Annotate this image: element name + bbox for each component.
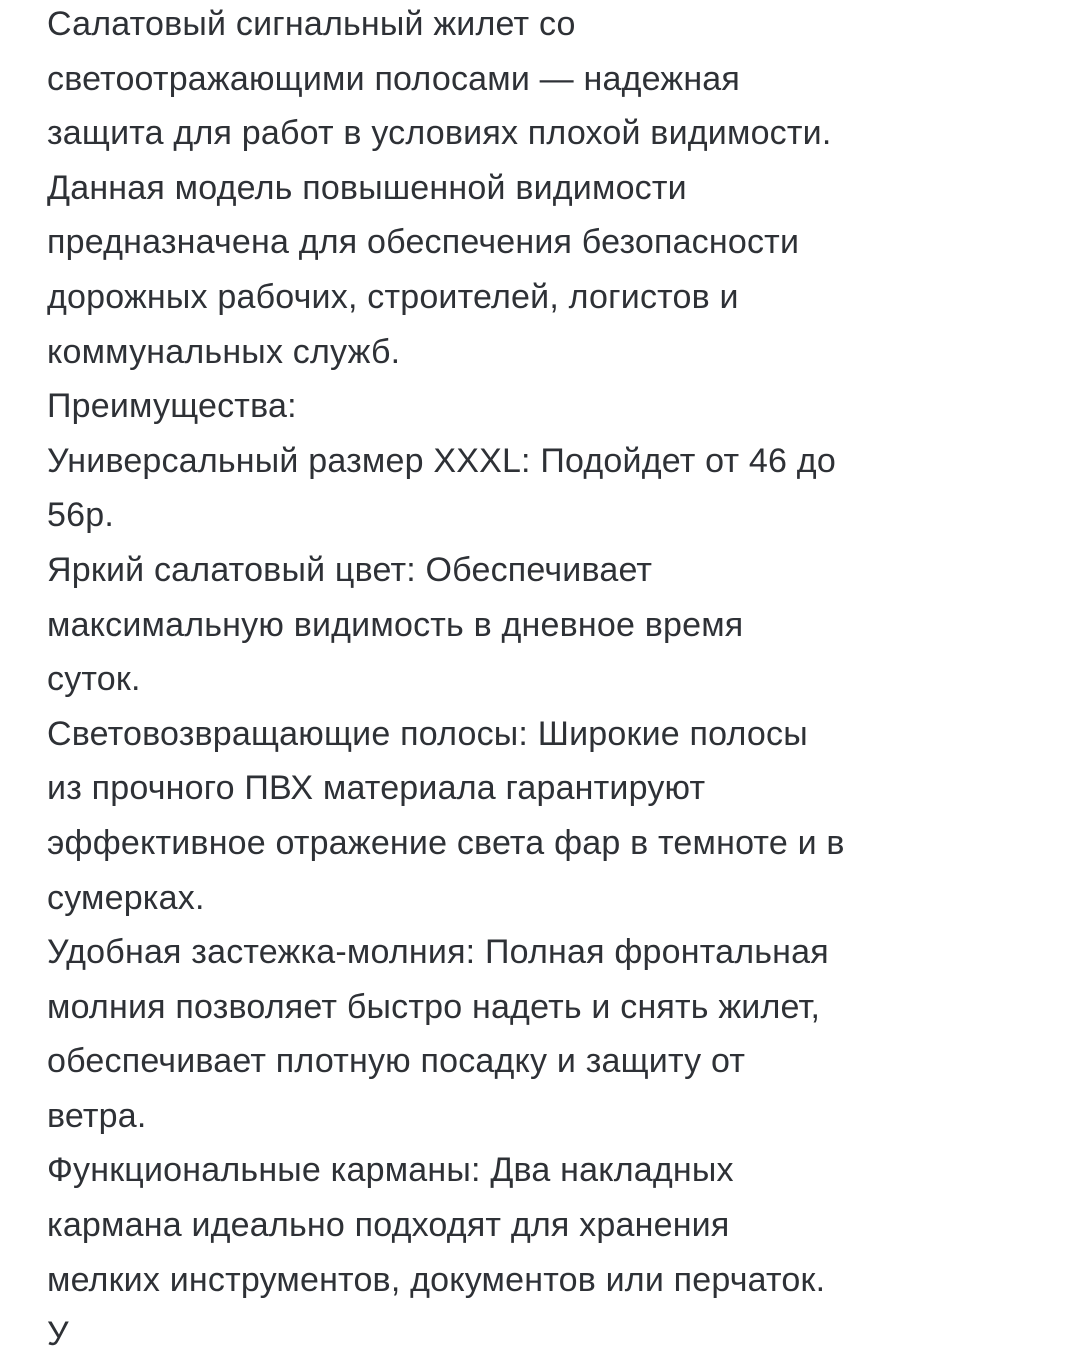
description-line: Функциональные карманы: Два накладных: [47, 1151, 734, 1190]
description-line: суток.: [47, 660, 141, 699]
description-line: коммунальных служб.: [47, 332, 401, 371]
description-line: У: [47, 1315, 69, 1354]
description-line: сумерках.: [47, 878, 205, 917]
description-line: из прочного ПВХ материала гарантируют: [47, 769, 706, 808]
description-line: защита для работ в условиях плохой видимости.: [47, 114, 832, 153]
description-line: Световозвращающие полосы: Широкие полосы: [47, 714, 808, 753]
description-line: 56р.: [47, 496, 114, 535]
description-line: мелких инструментов, документов или перчаток.: [47, 1260, 826, 1299]
description-line: Преимущества:: [47, 387, 297, 426]
description-line: дорожных рабочих, строителей, логистов и: [47, 277, 739, 316]
description-line: Яркий салатовый цвет: Обеспечивает: [47, 550, 653, 589]
description-line: эффективное отражение света фар в темноте и в: [47, 823, 845, 862]
description-line: Универсальный размер XXXL: Подойдет от 46 до: [47, 441, 836, 480]
description-line: предназначена для обеспечения безопасности: [47, 223, 800, 262]
description-line: светоотражающими полосами — надежная: [47, 59, 741, 98]
description-line: Салатовый сигнальный жилет со: [47, 5, 576, 43]
description-line: Данная модель повышенной видимости: [47, 168, 687, 207]
description-line: молния позволяет быстро надеть и снять жилет,: [47, 987, 821, 1026]
description-line: обеспечивает плотную посадку и защиту от: [47, 1042, 746, 1081]
description-line: Удобная застежка-молния: Полная фронтальная: [47, 933, 829, 972]
description-line: ветра.: [47, 1096, 147, 1135]
description-line: максимальную видимость в дневное время: [47, 605, 744, 644]
description-line: кармана идеально подходят для хранения: [47, 1206, 730, 1245]
